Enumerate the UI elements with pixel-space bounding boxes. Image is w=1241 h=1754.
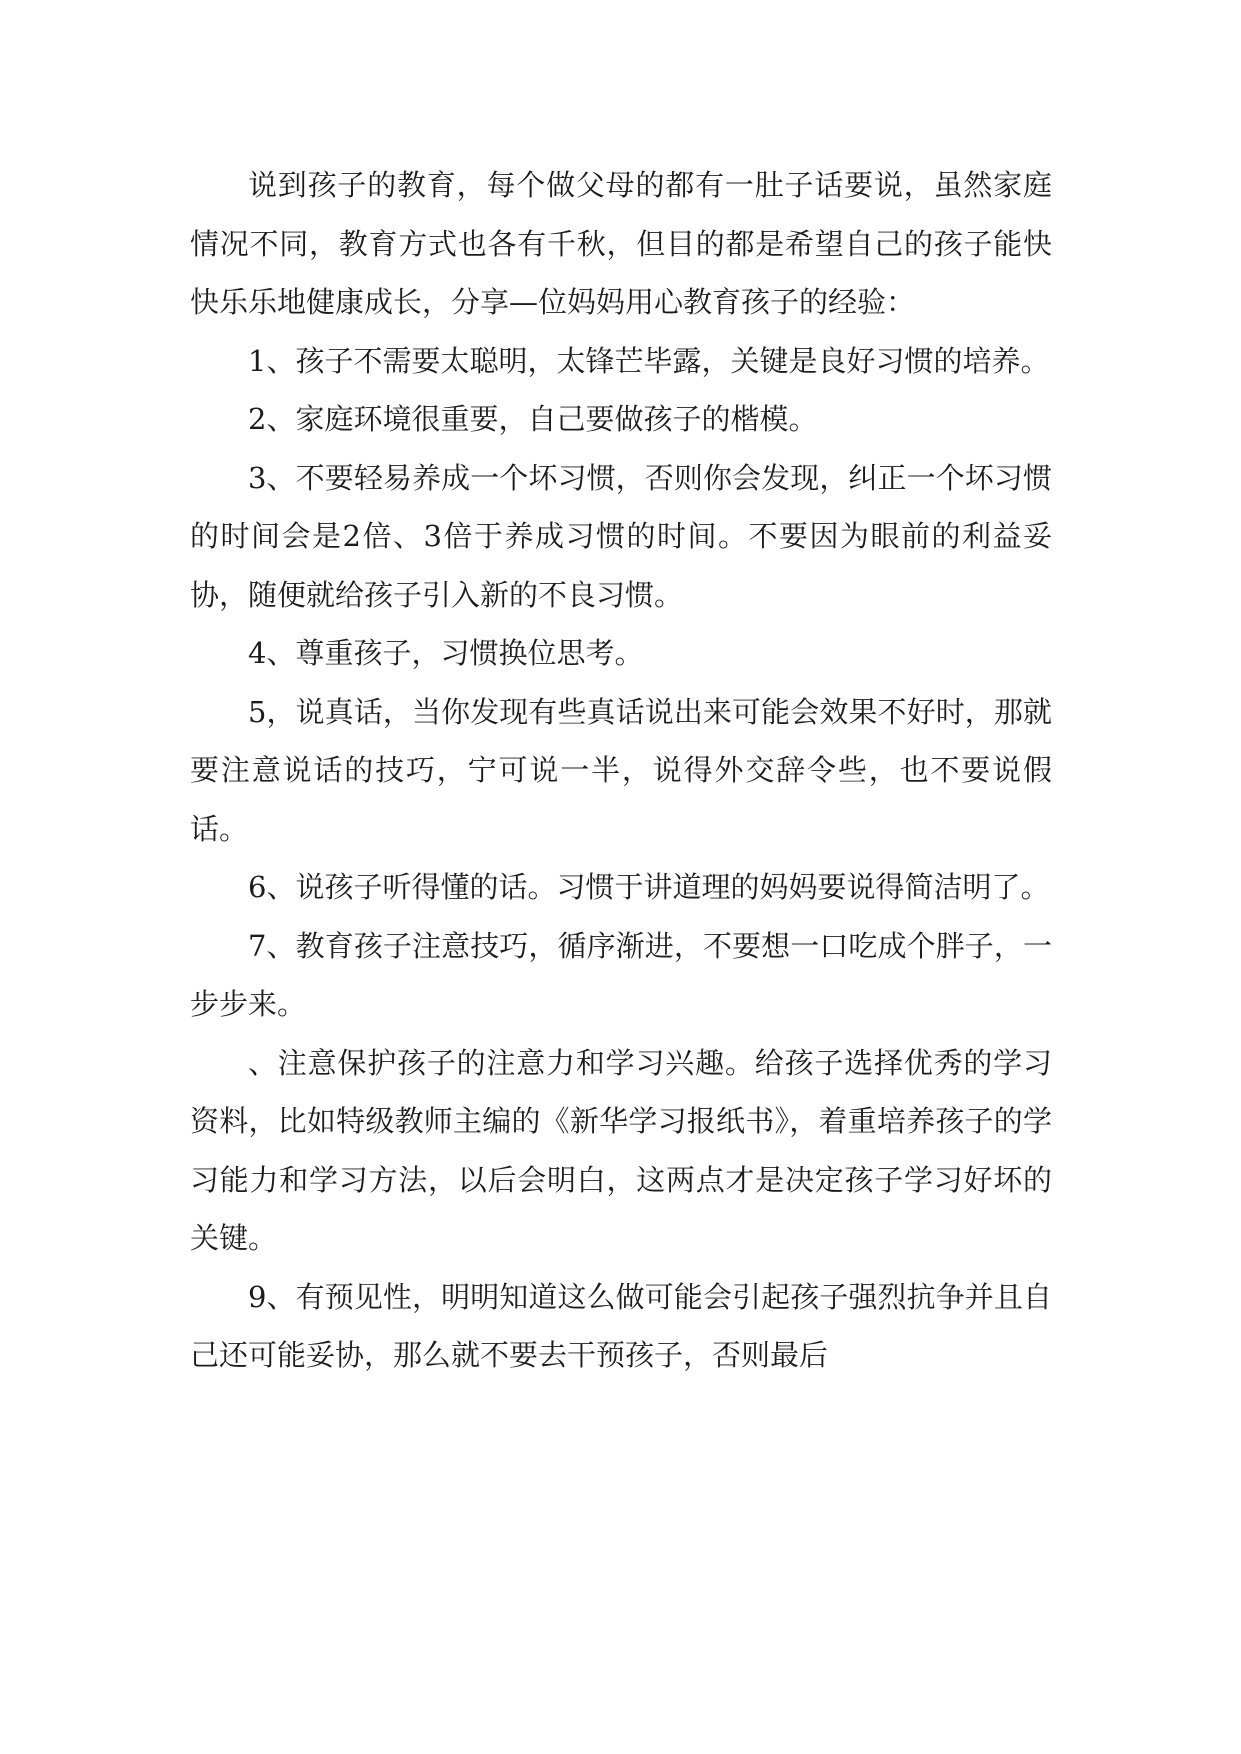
paragraph-intro: 说到孩子的教育，每个做父母的都有一肚子话要说，虽然家庭情况不同，教育方式也各有千秋，但目的都是希望自己的孩子能快快乐乐地健康成长，分享—位妈妈用心教育孩子的经验： [190,168,1052,319]
paragraph-item-9: 9、有预见性，明明知道这么做可能会引起孩子强烈抗争并且自己还可能妥协，那么就不要去干预孩子，否则最后 [190,1279,1052,1372]
paragraph-item-1: 1、孩子不需要太聪明，太锋芒毕露，关键是良好习惯的培养。 [248,343,1050,378]
paragraph-item-2: 2、家庭环境很重要，自己要做孩子的楷模。 [248,402,818,436]
paragraph-item-7: 7、教育孩子注意技巧，循序渐进，不要想一口吃成个胖子，一步步来。 [190,928,1052,1021]
paragraph-item-6: 6、说孩子听得懂的话。习惯于讲道理的妈妈要说得简洁明了。 [248,870,1050,904]
paragraph-item-8: 、注意保护孩子的注意力和学习兴趣。给孩子选择优秀的学习资料，比如特级教师主编的《新华学习报纸书》，着重培养孩子的学习能力和学习方法，以后会明白，这两点才是决定孩子学习好坏的关键。 [190,1045,1052,1255]
document-body [190,156,1052,1385]
paragraph-item-3: 3、不要轻易养成一个坏习惯，否则你会发现，纠正一个坏习惯的时间会是2倍、3倍于养成习惯的时间。不要因为眼前的利益妥协，随便就给孩子引入新的不良习惯。 [190,460,1052,612]
paragraph-item-5: 5，说真话，当你发现有些真话说出来可能会效果不好时，那就要注意说话的技巧，宁可说一半，说得外交辞令些，也不要说假话。 [190,694,1052,846]
paragraph-item-4: 4、尊重孩子，习惯换位思考。 [248,636,644,670]
